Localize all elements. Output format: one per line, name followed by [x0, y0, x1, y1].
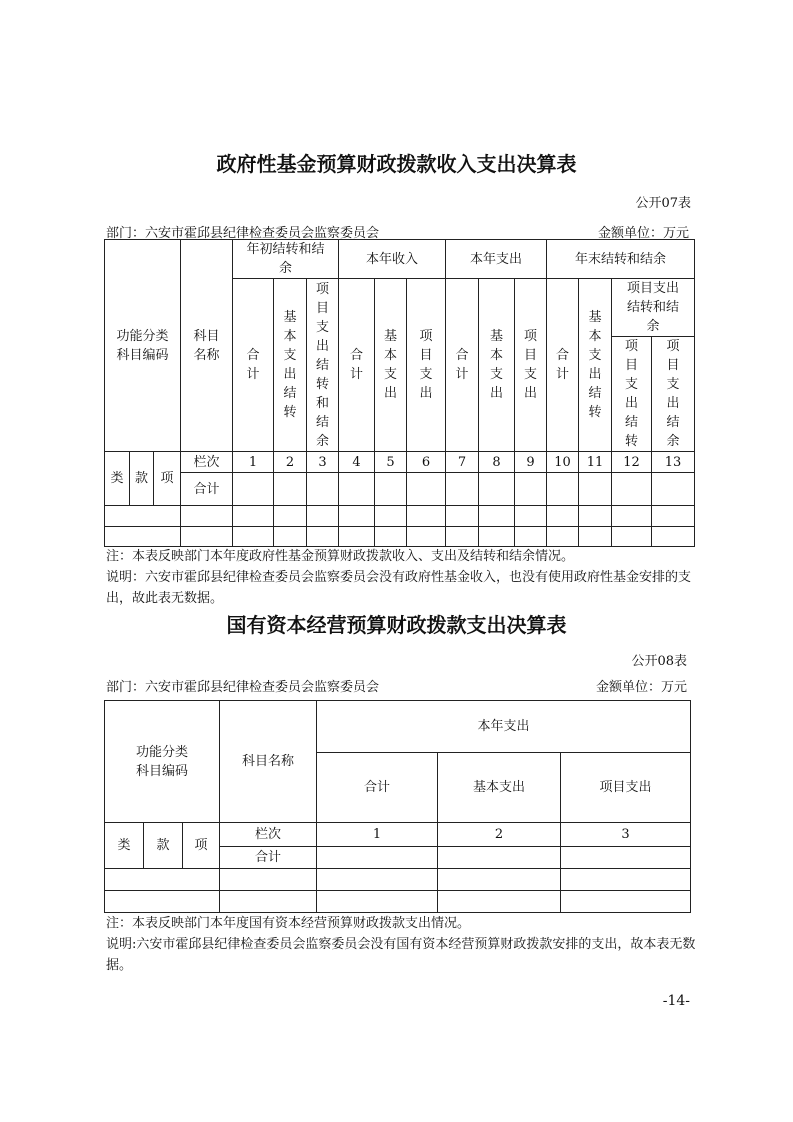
table2-note: 注：本表反映部门本年度国有资本经营预算财政拨款支出情况。 [106, 916, 471, 931]
empty-cell [547, 527, 579, 547]
empty-cell [579, 506, 612, 527]
cell-text: 项目支出结余 [666, 339, 680, 449]
empty-cell [105, 869, 220, 891]
empty-cell [579, 473, 612, 506]
col-header [612, 279, 695, 337]
col-header [307, 279, 339, 452]
empty-cell [105, 891, 220, 913]
cell-text: 年初结转和结余 [246, 242, 325, 276]
col-header: 项目支出 [561, 753, 691, 823]
empty-cell [317, 847, 438, 869]
cell-text: 项目支出 [524, 329, 538, 401]
table2-unit: 金额单位：万元 [595, 680, 687, 695]
table2-code: 公开08表 [631, 654, 687, 669]
empty-cell [561, 847, 691, 869]
col-number: 3 [307, 452, 339, 473]
table2-title: 国有资本经营预算财政拨款支出决算表 [226, 613, 567, 637]
empty-cell [612, 473, 652, 506]
table1-unit: 金额单位：万元 [597, 226, 689, 241]
label-lanci: 栏次 [181, 452, 233, 473]
table2 [104, 700, 691, 913]
cell-text: 项目支出 [419, 329, 433, 401]
col-header [233, 279, 274, 452]
table-row [105, 527, 695, 547]
table1-dept: 部门：六安市霍邱县纪律检查委员会监察委员会 [106, 226, 380, 241]
col-number: 5 [375, 452, 407, 473]
empty-cell [438, 847, 561, 869]
cell-text: 基本支出 [384, 329, 398, 401]
label-xiang: 项 [183, 823, 220, 869]
empty-cell [479, 506, 515, 527]
col-number: 7 [446, 452, 479, 473]
empty-cell [407, 473, 446, 506]
table-row [105, 869, 691, 891]
empty-cell [547, 473, 579, 506]
empty-cell [612, 506, 652, 527]
label-lei: 类 [105, 452, 130, 506]
table2-dept: 部门：六安市霍邱县纪律检查委员会监察委员会 [106, 680, 380, 695]
col-number: 12 [612, 452, 652, 473]
cell-text: 功能分类科目编码 [116, 328, 169, 363]
cell-text: 基本支出 [490, 329, 504, 401]
header-name: 科目名称 [220, 701, 317, 823]
empty-cell [307, 473, 339, 506]
empty-cell [652, 506, 695, 527]
empty-cell [375, 506, 407, 527]
page-number: -14- [662, 993, 690, 1009]
empty-cell [233, 527, 274, 547]
label-lanci: 栏次 [220, 823, 317, 847]
group-begin-balance [233, 240, 339, 279]
empty-cell [233, 473, 274, 506]
empty-cell [438, 869, 561, 891]
table-row [105, 506, 695, 527]
group-end-balance: 年末结转和结余 [547, 240, 695, 279]
empty-cell [181, 506, 233, 527]
label-kuan: 款 [144, 823, 183, 869]
cell-text: 合计 [350, 348, 364, 382]
table-row [105, 452, 695, 473]
col-number: 10 [547, 452, 579, 473]
header-name [181, 240, 233, 452]
table1-explain: 说明：六安市霍邱县纪律检查委员会监察委员会没有政府性基金收入，也没有使用政府性基金安排的支出，故此表无数据。 [106, 570, 692, 606]
col-number: 3 [561, 823, 691, 847]
label-total: 合计 [220, 847, 317, 869]
table-row [105, 823, 691, 847]
empty-cell [479, 527, 515, 547]
cell-text: 项目支出结转和结余 [316, 281, 330, 449]
cell-text: 项目支出结转 [625, 339, 639, 449]
empty-cell [515, 473, 547, 506]
empty-cell [407, 527, 446, 547]
empty-cell [446, 506, 479, 527]
empty-cell [479, 473, 515, 506]
empty-cell [105, 527, 181, 547]
col-header: 基本支出 [438, 753, 561, 823]
cell-text: 合计 [455, 348, 469, 382]
col-header [479, 279, 515, 452]
table1-code: 公开07表 [635, 196, 691, 211]
table2-explain: 说明:六安市霍邱县纪律检查委员会监察委员会没有国有资本经营预算财政拨款安排的支出，故本表无数据。 [106, 937, 696, 973]
col-header [612, 337, 652, 452]
table-row [105, 891, 691, 913]
empty-cell [407, 506, 446, 527]
empty-cell [220, 869, 317, 891]
col-number: 6 [407, 452, 446, 473]
empty-cell [181, 527, 233, 547]
label-xiang: 项 [154, 452, 181, 506]
empty-cell [317, 891, 438, 913]
group-income: 本年收入 [339, 240, 446, 279]
empty-cell [652, 473, 695, 506]
empty-cell [547, 506, 579, 527]
empty-cell [561, 869, 691, 891]
empty-cell [515, 506, 547, 527]
cell-text: 合计 [246, 348, 260, 382]
empty-cell [220, 891, 317, 913]
empty-cell [307, 506, 339, 527]
empty-cell [515, 527, 547, 547]
empty-cell [375, 527, 407, 547]
col-header: 合计 [317, 753, 438, 823]
empty-cell [339, 506, 375, 527]
col-header [515, 279, 547, 452]
cell-text: 基本支出结转 [588, 310, 602, 420]
empty-cell [579, 527, 612, 547]
empty-cell [652, 527, 695, 547]
empty-cell [438, 891, 561, 913]
empty-cell [274, 506, 307, 527]
header-code [105, 240, 181, 452]
col-header [375, 279, 407, 452]
empty-cell [339, 473, 375, 506]
col-header [547, 279, 579, 452]
label-total: 合计 [181, 473, 233, 506]
col-header [579, 279, 612, 452]
empty-cell [307, 527, 339, 547]
col-number: 1 [317, 823, 438, 847]
cell-text: 合计 [556, 348, 570, 382]
empty-cell [317, 869, 438, 891]
table-row [105, 473, 695, 506]
empty-cell [339, 527, 375, 547]
col-number: 11 [579, 452, 612, 473]
col-header [339, 279, 375, 452]
col-number: 13 [652, 452, 695, 473]
empty-cell [561, 891, 691, 913]
empty-cell [375, 473, 407, 506]
col-header [274, 279, 307, 452]
empty-cell [233, 506, 274, 527]
cell-text: 科目名称 [193, 328, 220, 363]
cell-text: 功能分类科目编码 [135, 744, 188, 779]
cell-text: 基本支出结转 [283, 310, 297, 420]
empty-cell [274, 473, 307, 506]
label-lei: 类 [105, 823, 144, 869]
group-expense: 本年支出 [446, 240, 547, 279]
col-number: 8 [479, 452, 515, 473]
empty-cell [446, 473, 479, 506]
label-kuan: 款 [130, 452, 154, 506]
empty-cell [446, 527, 479, 547]
col-number: 2 [438, 823, 561, 847]
col-number: 4 [339, 452, 375, 473]
col-header [446, 279, 479, 452]
table1-title: 政府性基金预算财政拨款收入支出决算表 [216, 152, 577, 176]
empty-cell [612, 527, 652, 547]
empty-cell [105, 506, 181, 527]
cell-text: 项目支出结转和结余 [627, 281, 680, 334]
header-code [105, 701, 220, 823]
table1 [104, 239, 695, 547]
col-header [652, 337, 695, 452]
table1-note: 注：本表反映部门本年度政府性基金预算财政拨款收入、支出及结转和结余情况。 [106, 549, 575, 564]
col-number: 9 [515, 452, 547, 473]
col-header [407, 279, 446, 452]
empty-cell [274, 527, 307, 547]
col-number: 1 [233, 452, 274, 473]
col-number: 2 [274, 452, 307, 473]
group-expense: 本年支出 [317, 701, 691, 753]
